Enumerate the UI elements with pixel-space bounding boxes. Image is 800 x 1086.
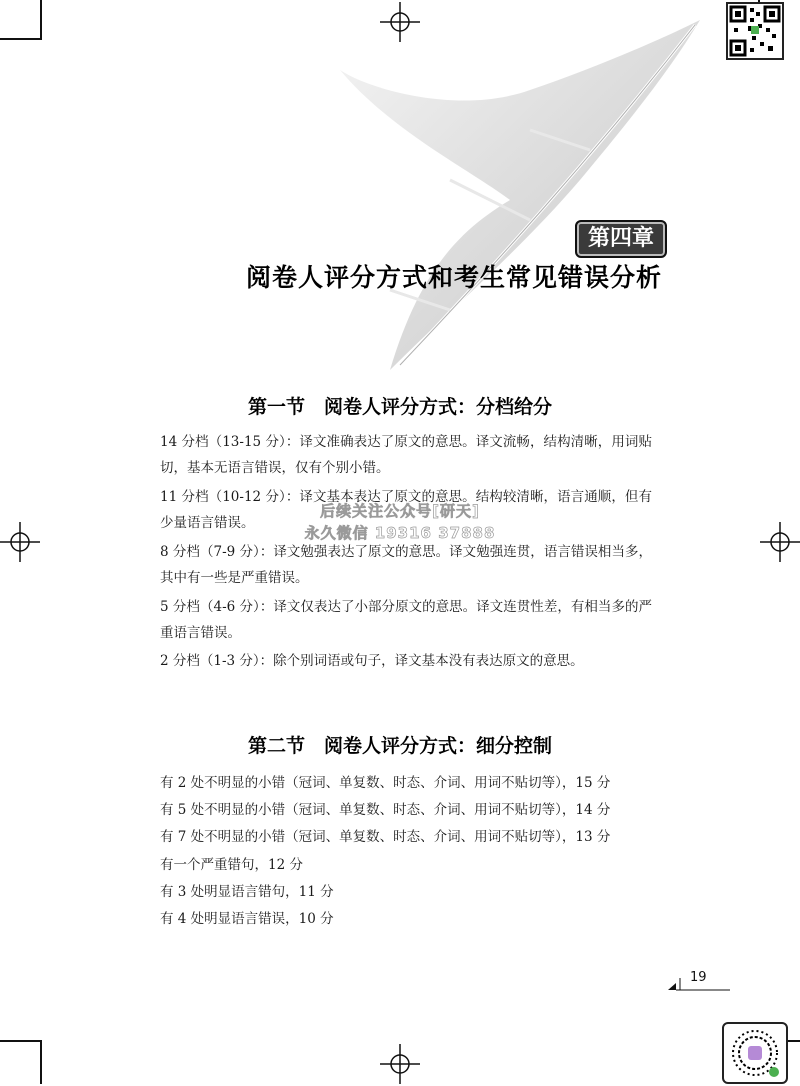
- paragraph-text: 11 分档（10-12 分）：译文基本表达了原文的意思。结构较清晰，语言通顺，但有少量语言错误。: [160, 489, 652, 531]
- paragraph-text: 5 分档（4-6 分）：译文仅表达了小部分原文的意思。译文连贯性差，有相当多的严重语言错误。: [160, 599, 652, 641]
- feather-illustration: [330, 10, 710, 380]
- paragraph-text: 14 分档（13-15 分）：译文准确表达了原文的意思。译文流畅，结构清晰，用词贴切，基本无语言错误，仅有个别小错。: [160, 434, 652, 476]
- page-number: 19: [690, 970, 707, 985]
- watermark-line: 后续关注公众号[研天]: [320, 502, 480, 520]
- crop-mark: [0, 1040, 42, 1042]
- paragraph: [160, 429, 652, 481]
- paragraph: [160, 594, 652, 646]
- list-item: 有 2 处不明显的小错（冠词、单复数、时态、介词、用词不贴切等），15 分: [160, 775, 611, 791]
- list-item: 有 7 处不明显的小错（冠词、单复数、时态、介词、用词不贴切等），13 分: [160, 829, 611, 845]
- list-item: 有 4 处明显语言错误，10 分: [160, 911, 334, 927]
- qr-code-icon: [722, 1022, 788, 1084]
- crop-mark: [0, 38, 42, 40]
- registration-mark-icon: [380, 1044, 420, 1084]
- list-item: 有 3 处明显语言错句，11 分: [160, 884, 334, 900]
- watermark-line: 永久微信 19316 37888: [304, 524, 496, 542]
- paragraph-text: 2 分档（1-3 分）：除个别词语或句子，译文基本没有表达原文的意思。: [160, 653, 584, 669]
- paragraph-text: 8 分档（7-9 分）：译文勉强表达了原文的意思。译文勉强连贯，语言错误相当多，其中有一些是严重错误。: [160, 544, 652, 586]
- chapter-badge: [575, 220, 667, 258]
- section-1-title: 第一节 阅卷人评分方式：分档给分: [247, 396, 552, 418]
- section-2-title: 第二节 阅卷人评分方式：细分控制: [247, 735, 552, 757]
- paragraph: [160, 539, 652, 591]
- chapter-badge-label: 第四章: [587, 226, 654, 251]
- list-item: 有 5 处不明显的小错（冠词、单复数、时态、介词、用词不贴切等），14 分: [160, 802, 611, 818]
- qr-code-icon: [726, 2, 784, 60]
- crop-mark: [40, 1040, 42, 1084]
- list-item: 有一个严重错句，12 分: [160, 857, 303, 873]
- crop-mark: [40, 0, 42, 38]
- triangle-marker-icon: [668, 983, 676, 990]
- paragraph: [160, 648, 652, 674]
- chapter-title: 阅卷人评分方式和考生常见错误分析: [245, 263, 662, 292]
